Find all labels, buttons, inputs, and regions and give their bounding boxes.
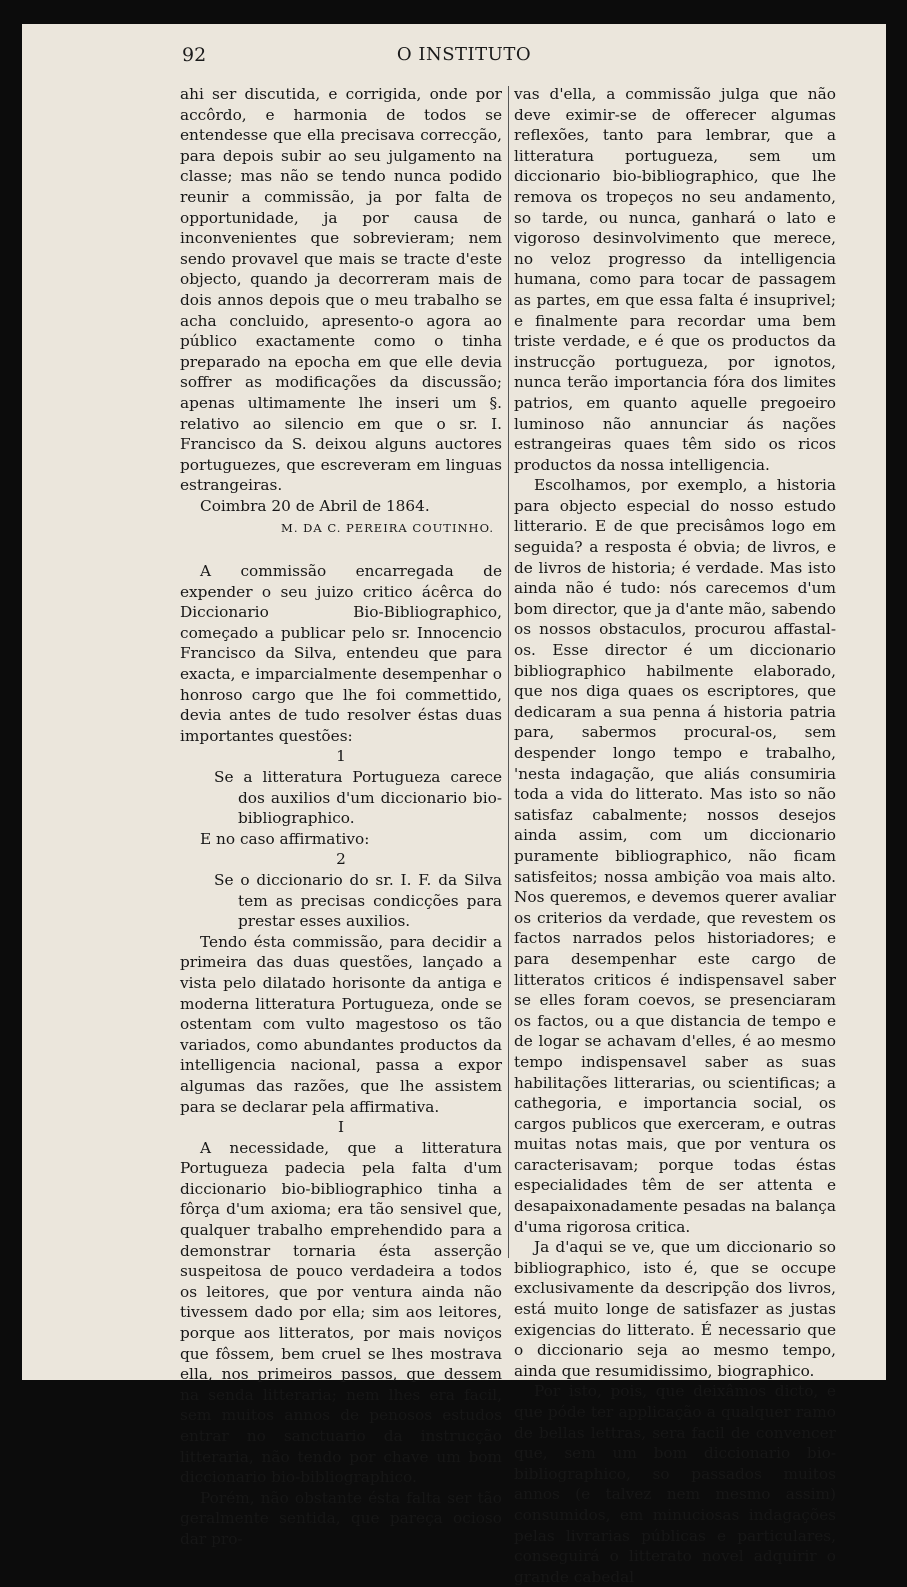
author-signature: M. DA C. PEREIRA COUTINHO. [281, 521, 494, 536]
affirmative-line: E no caso affirmativo: [200, 829, 370, 848]
decide-paragraph: Tendo ésta commissão, para decidir a primeira das duas questões, lançado a vista pelo dilatado horisonte da antiga e moderna litteratura Portugueza, onde se ostentam com vulto magestoso os tão variados, como abundantes productos da intelligencia nacional, passa a expor algumas das razões, que lhe assistem para se declarar pela affirmativa. [180, 932, 502, 1116]
dateline: Coimbra 20 de Abril de 1864. [200, 496, 430, 515]
page-number: 92 [182, 44, 207, 66]
book-page [22, 24, 886, 1586]
page-header [22, 44, 886, 70]
question-number-2: 2 [336, 850, 346, 869]
running-title: O INSTITUTO [396, 44, 532, 65]
section-heading: I [337, 1118, 345, 1137]
bibliographic-paragraph: Ja d'aqui se ve, que um diccionario so bibliographico, isto é, que se occupe exclusivamente da descripção dos livros, está muito longe de satisfazer as justas exigencias do litterato. É necessario que o diccionario seja ao mesmo tempo, ainda que resumidissimo, biographico. [514, 1238, 836, 1380]
necessity-paragraph: A necessidade, que a litteratura Portugueza padecia pela falta d'um diccionario bio-bibliographico tinha a fôrça d'um axioma; era tão sensivel que, qualquer trabalho emprehendido para a demonstrar tornaria ésta asserção suspeitosa de pouco verdadeira a todos os leitores, que por ventura ainda não tivessem dado por ella; sim aos leitores, porque aos litteratos, por mais noviços que fôssem, bem cruel se lhes mostrava ella, nos primeiros passos, que dessem na senda litteraria; nem lhes era facil, sem muitos annos de penosos estudos entrar no sanctuario da instrucção litteraria, não tendo por chave um bom diccionario bio-bibliographico. [180, 1138, 502, 1487]
column-divider [508, 86, 509, 1258]
history-paragraph: Escolhamos, por exemplo, a historia para objecto especial do nosso estudo litterario. E de que precisâmos logo em seguida? a resposta é obvia; de livros, e de livros de historia; é verdade. Mas isto ainda não é tudo: nós carecemos d'um bom director, que ja d'ante mão, sabendo os nossos obstaculos, procurou affastal-os. Esse director é um diccionario bibliographico habilmente elaborado, que nos diga quaes os escriptores, que dedicaram a sua penna á historia patria para, sabermos procural-os, sem despender longo tempo e trabalho, 'nesta indagação, que aliás consumiria toda a vida do litterato. Mas isto so não satisfaz cabalmente; nossos desejos ainda assim, com um diccionario puramente bibliographico, não ficam satisfeitos; nossa ambição voa mais alto. Nos queremos, e devemos querer avaliar os criterios da verdade, que revestem os factos narrados pelos historiadores; e para desempenhar este cargo de litteratos criticos é indispensavel saber se elles foram coevos, se presenciaram os factos, ou a que distancia de tempo e de logar se achavam d'elles, é ao mesmo tempo indispensavel saber as suas habilitações litterarias, ou scientificas; a cathegoria, e importancia social, os cargos publicos que exerceram, e outras muitas notas mais, que por ventura os caracterisavam; porque todas éstas especialidades têm de ser attenta e desapaixonadamente pesadas na balança d'uma rigorosa critica. [514, 476, 836, 1236]
question-number-1: 1 [336, 747, 346, 766]
conclusion-paragraph: Por isto, pois, que deixâmos dicto, e que póde ter applicação a qualquer ramo de bellas lettras, sera facil de convencer que, sem um bom diccionario bio-bibliographico, so passados muitos annos (e talvez nem mesmo assim) consumidos, em minuciosas indagações pelas livrarias públicas e particulares, conseguirá o litterato novel adquirir o grande cabedal [514, 1382, 836, 1586]
however-paragraph: Porém, não obstante ésta falta ser tão geralmente sentida, que pareça ocioso dar pro- [180, 1488, 502, 1548]
continuation-paragraph: vas d'ella, a commissão julga que não deve eximir-se de offerecer algumas reflexões, tanto para lembrar, que a litteratura portugueza, sem um diccionario bio-bibliographico, que lhe remova os tropeços no seu andamento, so tarde, ou nunca, ganhará o lato e vigoroso desinvolvimento que merece, no veloz progresso da intelligencia humana, como para tocar de passagem as partes, em que essa falta é insuprivel; e finalmente para recordar uma bem triste verdade, e é que os productos da instrucção portugueza, por ignotos, nunca terão importancia fóra dos limites patrios, em quanto aquelle pregoeiro luminoso não annunciar ás nações estrangeiras quaes têm sido os ricos productos da nossa intelligencia. [514, 85, 836, 474]
question-1: Se a litteratura Portugueza carece dos auxilios d'um diccionario bio-bibliographico. [214, 768, 502, 828]
left-column [180, 84, 502, 1550]
commission-paragraph: A commissão encarregada de expender o seu juizo critico ácêrca do Diccionario Bio-Bibliographico, começado a publicar pelo sr. Innocencio Francisco da Silva, entendeu que para exacta, e imparcialmente desempenhar o honroso cargo que lhe foi commettido, devia antes de tudo resolver éstas duas importantes questões: [180, 562, 502, 745]
question-2: Se o diccionario do sr. I. F. da Silva tem as precisas condicções para prestar esses auxilios. [214, 870, 502, 931]
right-column [514, 84, 836, 1587]
intro-paragraph: ahi ser discutida, e corrigida, onde por accôrdo, e harmonia de todos se entendesse que ella precisava correcção, para depois subir ao seu julgamento na classe; mas não se tendo nunca podido reunir a commissão, ja por falta de opportunidade, ja por causa de inconvenientes que sobrevieram; nem sendo provavel que mais se tracte d'este objecto, quando ja decorreram mais de dois annos depois que o meu trabalho se acha concluido, apresento-o agora ao público exactamente como o tinha preparado na epocha em que elle devia soffrer as modificações da discussão; apenas ultimamente lhe inseri um §. relativo ao silencio em que o sr. I. Francisco da S. deixou alguns auctores portuguezes, que escreveram em linguas estrangeiras. [180, 85, 502, 495]
